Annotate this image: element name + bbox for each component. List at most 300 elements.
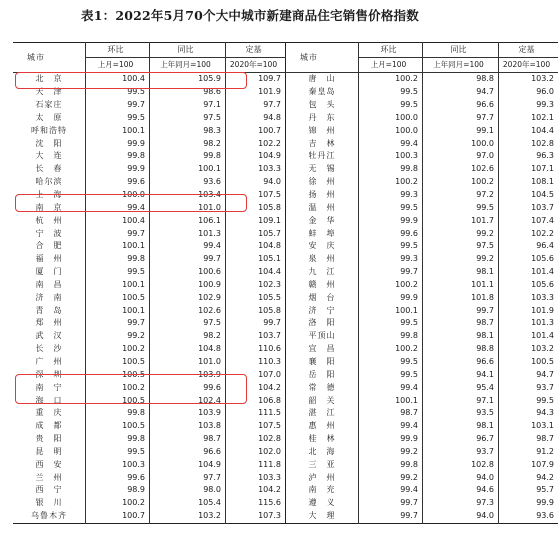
left-mom-cell: 99.9	[86, 137, 150, 150]
left-yoy-cell: 99.4	[150, 240, 226, 253]
left-mom-cell: 100.2	[86, 381, 150, 394]
subheader-mom-left: 上月=100	[86, 58, 150, 73]
left-city-cell: 沈 阳	[13, 137, 86, 150]
left-base-cell: 105.8	[226, 304, 286, 317]
table-row	[13, 407, 558, 420]
table-row	[13, 189, 558, 202]
left-base-cell: 104.9	[226, 150, 286, 163]
table-body	[13, 73, 558, 524]
right-base-cell: 99.5	[536, 395, 554, 405]
left-city-cell: 南 京	[13, 201, 86, 214]
table-row	[13, 112, 558, 125]
left-city-cell: 哈尔滨	[13, 176, 86, 189]
table-row	[13, 368, 558, 381]
right-city-cell: 宜 昌	[286, 343, 359, 356]
table-row	[13, 137, 558, 150]
left-mom-cell: 100.7	[86, 510, 150, 523]
right-base-cell: 93.6	[536, 511, 554, 521]
left-city-cell: 西 安	[13, 458, 86, 471]
left-base-cell: 111.5	[226, 407, 286, 420]
right-base-cell: 102.8	[531, 138, 554, 148]
table-row	[13, 291, 558, 304]
table-row	[13, 240, 558, 253]
right-city-cell: 扬 州	[286, 189, 359, 202]
left-mom-cell: 100.4	[86, 73, 150, 86]
left-city-cell: 南 宁	[13, 381, 86, 394]
right-base-cell: 105.6	[531, 279, 554, 289]
right-yoy-cell: 97.2	[423, 189, 499, 202]
left-base-cell: 99.7	[226, 317, 286, 330]
subheader-yoy-right: 上年同月=100	[423, 58, 499, 73]
right-yoy-cell: 97.1	[423, 394, 499, 407]
left-city-cell: 长 沙	[13, 343, 86, 356]
right-mom-cell: 99.9	[359, 433, 423, 446]
left-city-cell: 广 州	[13, 356, 86, 369]
left-mom-cell: 100.2	[86, 497, 150, 510]
right-yoy-cell: 96.7	[423, 433, 499, 446]
right-yoy-cell: 93.7	[423, 445, 499, 458]
left-mom-cell: 100.0	[86, 189, 150, 202]
right-base-cell: 103.2	[531, 344, 554, 354]
right-city-cell: 锦 州	[286, 124, 359, 137]
header-city-right: 城市	[286, 43, 359, 73]
left-yoy-cell: 100.1	[150, 163, 226, 176]
table-row	[13, 201, 558, 214]
right-base-cell: 93.7	[536, 382, 554, 392]
left-city-cell: 宁 波	[13, 227, 86, 240]
left-yoy-cell: 103.8	[150, 420, 226, 433]
left-city-cell: 西 宁	[13, 484, 86, 497]
left-mom-cell: 100.1	[86, 304, 150, 317]
right-base-cell: 102.2	[531, 228, 554, 238]
left-base-cell: 102.2	[226, 137, 286, 150]
right-base-cell: 100.5	[531, 356, 554, 366]
right-mom-cell: 99.2	[359, 445, 423, 458]
left-yoy-cell: 98.2	[150, 137, 226, 150]
right-yoy-cell: 100.2	[423, 176, 499, 189]
left-city-cell: 济 南	[13, 291, 86, 304]
left-mom-cell: 99.9	[86, 163, 150, 176]
left-city-cell: 大 连	[13, 150, 86, 163]
left-base-cell: 103.7	[226, 330, 286, 343]
right-base-cell: 94.3	[536, 408, 554, 418]
right-mom-cell: 99.6	[359, 227, 423, 240]
right-yoy-cell: 94.1	[423, 368, 499, 381]
right-base-cell: 105.6	[531, 254, 554, 264]
right-base-cell: 96.4	[536, 241, 554, 251]
left-mom-cell: 100.1	[86, 279, 150, 292]
right-city-cell: 平顶山	[286, 330, 359, 343]
left-base-cell: 107.5	[226, 189, 286, 202]
right-city-cell: 泉 州	[286, 253, 359, 266]
right-city-cell: 安 庆	[286, 240, 359, 253]
left-mom-cell: 99.4	[86, 201, 150, 214]
left-mom-cell: 99.6	[86, 176, 150, 189]
right-yoy-cell: 98.1	[423, 420, 499, 433]
left-mom-cell: 98.9	[86, 484, 150, 497]
header-mom-left: 环比	[86, 43, 150, 58]
left-city-cell: 成 都	[13, 420, 86, 433]
left-mom-cell: 99.5	[86, 445, 150, 458]
right-city-cell: 北 海	[286, 445, 359, 458]
right-mom-cell: 99.8	[359, 163, 423, 176]
right-city-cell: 无 锡	[286, 163, 359, 176]
right-yoy-cell: 94.0	[423, 471, 499, 484]
right-city-cell: 济 宁	[286, 304, 359, 317]
left-mom-cell: 100.3	[86, 458, 150, 471]
left-base-cell: 110.6	[226, 343, 286, 356]
left-base-cell: 94.8	[226, 112, 286, 125]
right-mom-cell: 98.7	[359, 407, 423, 420]
left-base-cell: 105.1	[226, 253, 286, 266]
right-base-cell: 103.2	[531, 74, 554, 84]
right-base-cell: 107.1	[531, 164, 554, 174]
left-yoy-cell: 102.6	[150, 304, 226, 317]
right-city-cell: 唐 山	[286, 73, 359, 86]
left-base-cell: 104.4	[226, 266, 286, 279]
right-yoy-cell: 97.7	[423, 112, 499, 125]
right-city-cell: 牡丹江	[286, 150, 359, 163]
right-mom-cell: 100.2	[359, 176, 423, 189]
right-mom-cell: 100.1	[359, 304, 423, 317]
left-city-cell: 石家庄	[13, 99, 86, 112]
left-yoy-cell: 102.9	[150, 291, 226, 304]
left-city-cell: 呼和浩特	[13, 124, 86, 137]
left-yoy-cell: 105.9	[150, 73, 226, 86]
right-base-cell: 96.0	[536, 87, 554, 97]
left-mom-cell: 100.5	[86, 368, 150, 381]
left-mom-cell: 100.4	[86, 214, 150, 227]
left-yoy-cell: 100.9	[150, 279, 226, 292]
left-yoy-cell: 98.7	[150, 433, 226, 446]
right-mom-cell: 99.4	[359, 381, 423, 394]
right-yoy-cell: 101.8	[423, 291, 499, 304]
table-row	[13, 99, 558, 112]
left-yoy-cell: 93.6	[150, 176, 226, 189]
right-city-cell: 韶 关	[286, 394, 359, 407]
header-base-left: 定基	[226, 43, 286, 58]
right-yoy-cell: 96.6	[423, 356, 499, 369]
right-base-cell: 108.1	[531, 177, 554, 187]
left-yoy-cell: 100.6	[150, 266, 226, 279]
right-base-cell: 103.7	[531, 202, 554, 212]
right-mom-cell: 99.9	[359, 214, 423, 227]
left-city-cell: 杭 州	[13, 214, 86, 227]
right-mom-cell: 99.5	[359, 99, 423, 112]
right-city-cell: 温 州	[286, 201, 359, 214]
table-row	[13, 253, 558, 266]
left-city-cell: 太 原	[13, 112, 86, 125]
left-city-cell: 昆 明	[13, 445, 86, 458]
right-yoy-cell: 94.0	[423, 510, 499, 523]
left-base-cell: 102.3	[226, 279, 286, 292]
right-yoy-cell: 100.0	[423, 137, 499, 150]
right-yoy-cell: 93.5	[423, 407, 499, 420]
left-yoy-cell: 99.7	[150, 253, 226, 266]
right-mom-cell: 99.9	[359, 291, 423, 304]
left-base-cell: 106.8	[226, 394, 286, 407]
right-city-cell: 惠 州	[286, 420, 359, 433]
right-base-cell: 103.1	[531, 421, 554, 431]
left-base-cell: 101.9	[226, 86, 286, 99]
left-mom-cell: 99.7	[86, 99, 150, 112]
left-yoy-cell: 104.8	[150, 343, 226, 356]
right-yoy-cell: 99.2	[423, 227, 499, 240]
table-row	[13, 381, 558, 394]
right-mom-cell: 99.8	[359, 458, 423, 471]
left-mom-cell: 99.8	[86, 253, 150, 266]
left-city-cell: 贵 阳	[13, 433, 86, 446]
right-mom-cell: 99.3	[359, 253, 423, 266]
left-mom-cell: 99.6	[86, 471, 150, 484]
left-base-cell: 104.2	[226, 484, 286, 497]
right-city-cell: 秦皇岛	[286, 86, 359, 99]
left-mom-cell: 99.5	[86, 266, 150, 279]
right-city-cell: 南 充	[286, 484, 359, 497]
right-mom-cell: 99.4	[359, 420, 423, 433]
left-base-cell: 115.6	[226, 497, 286, 510]
right-yoy-cell: 98.8	[423, 343, 499, 356]
left-mom-cell: 99.5	[86, 112, 150, 125]
header-mom-right: 环比	[359, 43, 423, 58]
subheader-base-right: 2020年=100	[499, 58, 558, 73]
right-city-cell: 常 德	[286, 381, 359, 394]
right-city-cell: 金 华	[286, 214, 359, 227]
left-yoy-cell: 97.7	[150, 471, 226, 484]
page-title: 表1：2022年5月70个大中城市新建商品住宅销售价格指数	[81, 8, 419, 23]
left-yoy-cell: 97.1	[150, 99, 226, 112]
table-row	[13, 330, 558, 343]
right-mom-cell: 100.0	[359, 124, 423, 137]
table-row	[13, 163, 558, 176]
left-base-cell: 102.8	[226, 433, 286, 446]
right-mom-cell: 99.5	[359, 240, 423, 253]
right-yoy-cell: 98.1	[423, 330, 499, 343]
right-base-cell: 99.3	[536, 100, 554, 110]
right-mom-cell: 99.4	[359, 484, 423, 497]
table-row	[13, 433, 558, 446]
left-yoy-cell: 96.6	[150, 445, 226, 458]
table-row	[13, 510, 558, 523]
left-yoy-cell: 103.9	[150, 407, 226, 420]
right-city-cell: 蚌 埠	[286, 227, 359, 240]
right-mom-cell: 100.3	[359, 150, 423, 163]
left-mom-cell: 99.8	[86, 407, 150, 420]
left-base-cell: 103.3	[226, 163, 286, 176]
left-yoy-cell: 105.4	[150, 497, 226, 510]
right-city-cell: 湛 江	[286, 407, 359, 420]
right-base-cell: 104.4	[531, 125, 554, 135]
left-base-cell: 100.7	[226, 124, 286, 137]
right-mom-cell: 99.4	[359, 137, 423, 150]
right-city-cell: 徐 州	[286, 176, 359, 189]
left-yoy-cell: 106.1	[150, 214, 226, 227]
table-row	[13, 343, 558, 356]
left-city-cell: 南 昌	[13, 279, 86, 292]
left-city-cell: 深 圳	[13, 368, 86, 381]
left-yoy-cell: 101.0	[150, 201, 226, 214]
table-row	[13, 394, 558, 407]
price-index-table	[13, 42, 558, 524]
right-mom-cell: 99.8	[359, 330, 423, 343]
right-yoy-cell: 98.1	[423, 266, 499, 279]
right-base-cell: 99.9	[536, 498, 554, 508]
table-row	[13, 266, 558, 279]
left-city-cell: 重 庆	[13, 407, 86, 420]
table-row	[13, 124, 558, 137]
left-city-cell: 福 州	[13, 253, 86, 266]
right-city-cell: 岳 阳	[286, 368, 359, 381]
right-city-cell: 遵 义	[286, 497, 359, 510]
left-mom-cell: 100.5	[86, 394, 150, 407]
right-yoy-cell: 99.7	[423, 304, 499, 317]
header-base-right: 定基	[499, 43, 558, 58]
right-yoy-cell: 101.1	[423, 279, 499, 292]
right-mom-cell: 100.0	[359, 112, 423, 125]
left-city-cell: 兰 州	[13, 471, 86, 484]
right-base-cell: 94.7	[536, 369, 554, 379]
left-base-cell: 111.8	[226, 458, 286, 471]
right-city-cell: 九 江	[286, 266, 359, 279]
subheader-base-left: 2020年=100	[226, 58, 286, 73]
left-yoy-cell: 102.4	[150, 394, 226, 407]
table-row	[13, 86, 558, 99]
left-mom-cell: 99.8	[86, 150, 150, 163]
left-yoy-cell: 99.8	[150, 150, 226, 163]
right-mom-cell: 99.2	[359, 471, 423, 484]
right-yoy-cell: 96.6	[423, 99, 499, 112]
table-row	[13, 497, 558, 510]
left-base-cell: 107.3	[226, 510, 286, 523]
right-yoy-cell: 99.2	[423, 253, 499, 266]
right-base-cell: 104.5	[531, 190, 554, 200]
right-city-cell: 丹 东	[286, 112, 359, 125]
right-base-cell: 96.3	[536, 151, 554, 161]
table-row	[13, 356, 558, 369]
left-city-cell: 上 海	[13, 189, 86, 202]
right-yoy-cell: 99.5	[423, 201, 499, 214]
table-row	[13, 176, 558, 189]
right-city-cell: 包 头	[286, 99, 359, 112]
left-base-cell: 97.7	[226, 99, 286, 112]
right-yoy-cell: 102.8	[423, 458, 499, 471]
left-yoy-cell: 103.4	[150, 189, 226, 202]
right-city-cell: 洛 阳	[286, 317, 359, 330]
left-base-cell: 94.0	[226, 176, 286, 189]
left-city-cell: 厦 门	[13, 266, 86, 279]
table-row	[13, 471, 558, 484]
table-row	[13, 420, 558, 433]
left-yoy-cell: 98.2	[150, 330, 226, 343]
left-yoy-cell: 98.3	[150, 124, 226, 137]
right-mom-cell: 99.3	[359, 189, 423, 202]
right-yoy-cell: 99.1	[423, 124, 499, 137]
left-mom-cell: 99.7	[86, 317, 150, 330]
subheader-mom-right: 上月=100	[359, 58, 423, 73]
left-mom-cell: 100.5	[86, 291, 150, 304]
right-base-cell: 98.7	[536, 434, 554, 444]
right-city-cell: 泸 州	[286, 471, 359, 484]
right-base-cell: 95.7	[536, 485, 554, 495]
table-row	[13, 227, 558, 240]
right-mom-cell: 99.5	[359, 317, 423, 330]
left-base-cell: 110.3	[226, 356, 286, 369]
left-city-cell: 青 岛	[13, 304, 86, 317]
right-yoy-cell: 94.6	[423, 484, 499, 497]
left-city-cell: 天 津	[13, 86, 86, 99]
right-city-cell: 烟 台	[286, 291, 359, 304]
right-base-cell: 91.2	[536, 446, 554, 456]
right-yoy-cell: 97.0	[423, 150, 499, 163]
right-base-cell: 107.4	[531, 215, 554, 225]
left-yoy-cell: 101.0	[150, 356, 226, 369]
left-mom-cell: 100.5	[86, 356, 150, 369]
right-base-cell: 101.9	[531, 305, 554, 315]
left-mom-cell: 100.2	[86, 343, 150, 356]
left-city-cell: 郑 州	[13, 317, 86, 330]
left-city-cell: 海 口	[13, 394, 86, 407]
right-mom-cell: 99.5	[359, 368, 423, 381]
right-city-cell: 赣 州	[286, 279, 359, 292]
table-row	[13, 458, 558, 471]
left-base-cell: 105.7	[226, 227, 286, 240]
left-yoy-cell: 103.2	[150, 510, 226, 523]
left-base-cell: 102.0	[226, 445, 286, 458]
right-city-cell: 襄 阳	[286, 356, 359, 369]
right-yoy-cell: 98.7	[423, 317, 499, 330]
subheader-yoy-left: 上年同月=100	[150, 58, 226, 73]
right-mom-cell: 100.2	[359, 279, 423, 292]
left-base-cell: 109.1	[226, 214, 286, 227]
table-row	[13, 445, 558, 458]
table-row	[13, 484, 558, 497]
right-base-cell: 103.3	[531, 292, 554, 302]
right-yoy-cell: 97.3	[423, 497, 499, 510]
table-row	[13, 73, 558, 86]
right-mom-cell: 99.5	[359, 86, 423, 99]
right-yoy-cell: 94.7	[423, 86, 499, 99]
left-city-cell: 长 春	[13, 163, 86, 176]
table-row	[13, 150, 558, 163]
right-yoy-cell: 101.7	[423, 214, 499, 227]
right-city-cell: 吉 林	[286, 137, 359, 150]
right-yoy-cell: 97.5	[423, 240, 499, 253]
right-city-cell: 大 理	[286, 510, 359, 523]
table-row	[13, 279, 558, 292]
table-row	[13, 214, 558, 227]
right-yoy-cell: 95.4	[423, 381, 499, 394]
right-mom-cell: 99.7	[359, 510, 423, 523]
left-mom-cell: 99.5	[86, 86, 150, 99]
left-base-cell: 104.8	[226, 240, 286, 253]
left-city-cell: 银 川	[13, 497, 86, 510]
header-yoy-left: 同比	[150, 43, 226, 58]
header-yoy-right: 同比	[423, 43, 499, 58]
right-yoy-cell: 98.8	[423, 73, 499, 86]
left-city-cell: 乌鲁木齐	[13, 510, 86, 523]
right-mom-cell: 99.7	[359, 497, 423, 510]
right-base-cell: 101.4	[531, 331, 554, 341]
left-base-cell: 109.7	[226, 73, 286, 86]
left-yoy-cell: 98.6	[150, 86, 226, 99]
left-base-cell: 107.0	[226, 368, 286, 381]
left-yoy-cell: 103.9	[150, 368, 226, 381]
left-mom-cell: 99.8	[86, 433, 150, 446]
right-city-cell: 桂 林	[286, 433, 359, 446]
left-city-cell: 武 汉	[13, 330, 86, 343]
left-mom-cell: 100.1	[86, 240, 150, 253]
left-mom-cell: 99.7	[86, 227, 150, 240]
